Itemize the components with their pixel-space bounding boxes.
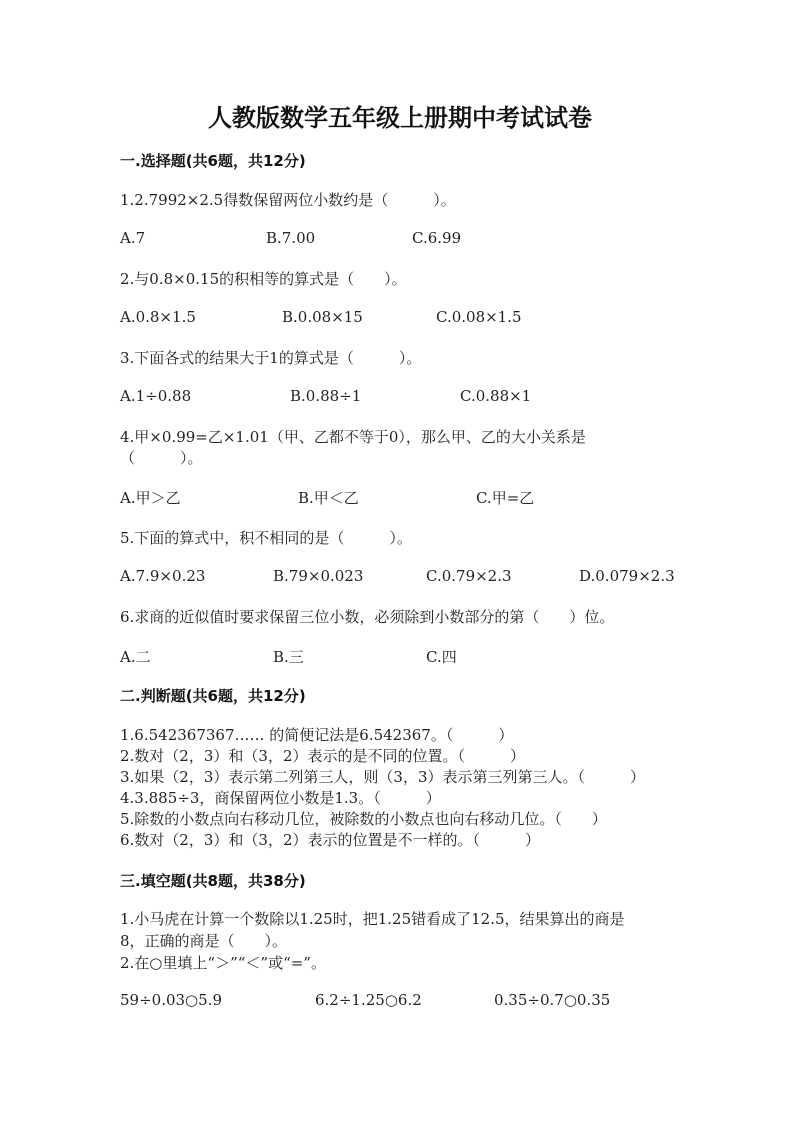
option: C.0.79×2.3 [426, 567, 512, 585]
question-text: 1.2.7992×2.5得数保留两位小数约是（ ）。 [120, 191, 456, 209]
compare-item: 6.2÷1.25○6.2 [315, 991, 422, 1009]
option: B.三 [273, 648, 304, 666]
question-text: 3.下面各式的结果大于1的算式是（ ）。 [120, 349, 422, 367]
fill-question: 2.在○里填上“＞”“＜”或“=”。 [120, 954, 326, 972]
compare-item: 59÷0.03○5.9 [120, 991, 222, 1009]
judge-item: 6.数对（2，3）和（3，2）表示的位置是不一样的。（ ） [120, 831, 540, 849]
judge-item: 2.数对（2，3）和（3，2）表示的是不同的位置。（ ） [120, 747, 525, 765]
option: C.0.08×1.5 [436, 308, 522, 326]
section-heading-judge: 二.判断题(共6题，共12分) [120, 687, 306, 705]
question-text-cont: （ ）。 [120, 449, 203, 467]
option: A.7 [120, 229, 146, 247]
question-text: 2.与0.8×0.15的积相等的算式是（ ）。 [120, 270, 407, 288]
option: C.0.88×1 [460, 387, 532, 405]
option: A.甲＞乙 [120, 489, 181, 507]
compare-item: 0.35÷0.7○0.35 [494, 991, 611, 1009]
option: A.二 [120, 648, 151, 666]
question-text: 5.下面的算式中，积不相同的是（ ）。 [120, 529, 412, 547]
judge-item: 3.如果（2，3）表示第二列第三人，则（3，3）表示第三列第三人。（ ） [120, 768, 645, 786]
question-text: 4.甲×0.99=乙×1.01（甲、乙都不等于0），那么甲、乙的大小关系是 [120, 428, 586, 446]
question-text: 6.求商的近似值时要求保留三位小数，必须除到小数部分的第（ ）位。 [120, 608, 615, 626]
judge-item: 4.3.885÷3，商保留两位小数是1.3。（ ） [120, 789, 441, 807]
section-heading-fill: 三.填空题(共8题，共38分) [120, 872, 306, 890]
option: B.79×0.023 [273, 567, 364, 585]
judge-item: 1.6.542367367…… 的简便记法是6.542367。（ ） [120, 726, 514, 744]
option: B.甲＜乙 [298, 489, 359, 507]
option: B.0.88÷1 [290, 387, 362, 405]
option: A.7.9×0.23 [120, 567, 206, 585]
option: A.0.8×1.5 [120, 308, 196, 326]
fill-question: 1.小马虎在计算一个数除以1.25时，把1.25错看成了12.5，结果算出的商是 [120, 910, 625, 928]
option: C.甲=乙 [476, 489, 535, 507]
option: D.0.079×2.3 [579, 567, 675, 585]
option: C.6.99 [412, 229, 462, 247]
fill-question-cont: 8，正确的商是（ ）。 [120, 932, 288, 950]
option: B.0.08×15 [282, 308, 363, 326]
option: C.四 [426, 648, 457, 666]
option: B.7.00 [266, 229, 316, 247]
judge-item: 5.除数的小数点向右移动几位，被除数的小数点也向右移动几位。（ ） [120, 810, 607, 828]
option: A.1÷0.88 [120, 387, 192, 405]
page-title: 人教版数学五年级上册期中考试试卷 [208, 103, 592, 132]
section-heading-choice: 一.选择题(共6题，共12分) [120, 152, 306, 170]
